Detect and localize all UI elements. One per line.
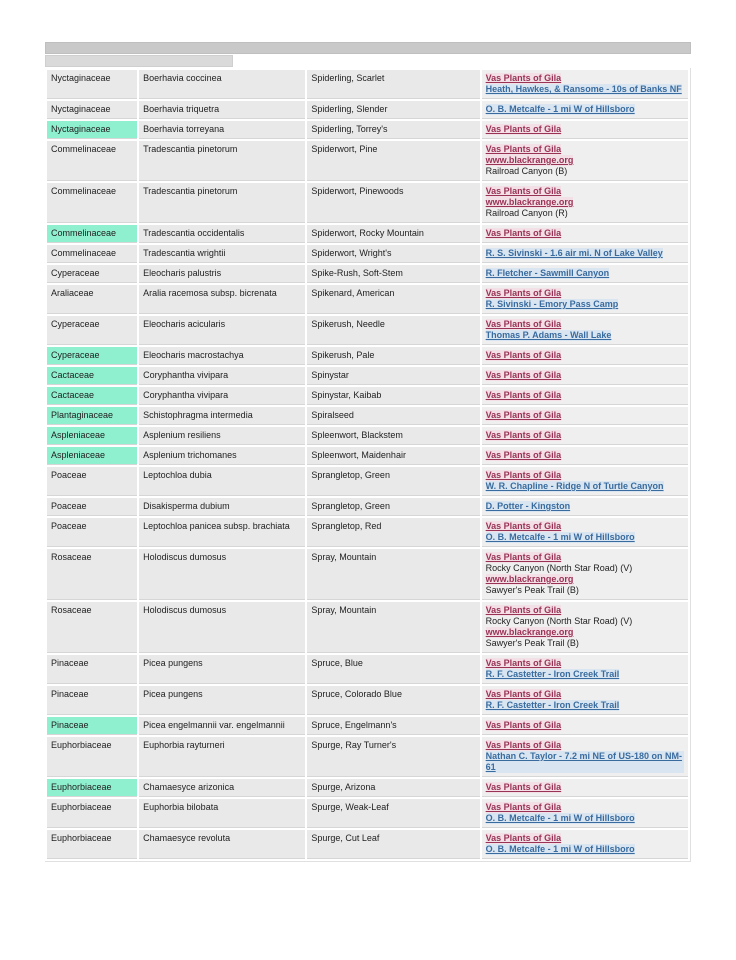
collector-record-link[interactable]: Heath, Hawkes, & Ransome - 10s of Banks NF <box>485 84 682 94</box>
family-cell: Nyctaginaceae <box>47 70 137 99</box>
blackrange-website-link[interactable]: www.blackrange.org <box>485 574 574 584</box>
common-name-cell: Sprangletop, Red <box>307 518 479 547</box>
vas-plants-of-gila-link[interactable]: Vas Plants of Gila <box>485 450 562 460</box>
links-cell <box>482 347 688 365</box>
links-cell <box>482 121 688 139</box>
common-name-cell: Sprangletop, Green <box>307 498 479 516</box>
table-row <box>47 265 688 283</box>
collector-record-link[interactable]: Thomas P. Adams - Wall Lake <box>485 330 612 340</box>
common-name-cell: Spray, Mountain <box>307 602 479 653</box>
table-header-bar <box>45 42 691 54</box>
scientific-name-cell: Tradescantia wrightii <box>139 245 305 263</box>
collector-record-link[interactable]: O. B. Metcalfe - 1 mi W of Hillsboro <box>485 813 635 823</box>
common-name-cell: Spike-Rush, Soft-Stem <box>307 265 479 283</box>
table-row <box>47 737 688 777</box>
collector-record-link[interactable]: D. Potter - Kingston <box>485 501 571 511</box>
scientific-name-cell: Coryphantha vivipara <box>139 367 305 385</box>
locality-text: Rocky Canyon (North Star Road) (V) <box>485 563 633 573</box>
table-row <box>47 686 688 715</box>
family-cell: Nyctaginaceae <box>47 101 137 119</box>
scientific-name-cell: Disakisperma dubium <box>139 498 305 516</box>
scientific-name-cell: Aralia racemosa subsp. bicrenata <box>139 285 305 314</box>
family-cell: Commelinaceae <box>47 141 137 181</box>
vas-plants-of-gila-link[interactable]: Vas Plants of Gila <box>485 350 562 360</box>
links-cell <box>482 779 688 797</box>
vas-plants-of-gila-link[interactable]: Vas Plants of Gila <box>485 288 562 298</box>
vas-plants-of-gila-link[interactable]: Vas Plants of Gila <box>485 228 562 238</box>
family-cell: Commelinaceae <box>47 225 137 243</box>
vas-plants-of-gila-link[interactable]: Vas Plants of Gila <box>485 782 562 792</box>
vas-plants-of-gila-link[interactable]: Vas Plants of Gila <box>485 720 562 730</box>
family-cell: Aspleniaceae <box>47 447 137 465</box>
scientific-name-cell: Tradescantia pinetorum <box>139 183 305 223</box>
family-cell: Cyperaceae <box>47 316 137 345</box>
vas-plants-of-gila-link[interactable]: Vas Plants of Gila <box>485 319 562 329</box>
common-name-cell: Spurge, Cut Leaf <box>307 830 479 859</box>
scientific-name-cell: Holodiscus dumosus <box>139 549 305 600</box>
table-row <box>47 602 688 653</box>
common-name-cell: Spurge, Arizona <box>307 779 479 797</box>
family-cell: Commelinaceae <box>47 183 137 223</box>
scientific-name-cell: Euphorbia rayturneri <box>139 737 305 777</box>
table-row <box>47 407 688 425</box>
page-content <box>45 42 691 862</box>
table-row <box>47 347 688 365</box>
vas-plants-of-gila-link[interactable]: Vas Plants of Gila <box>485 124 562 134</box>
links-cell <box>482 799 688 828</box>
collector-record-link[interactable]: R. F. Castetter - Iron Creek Trail <box>485 700 620 710</box>
common-name-cell: Spiderling, Scarlet <box>307 70 479 99</box>
scientific-name-cell: Boerhavia coccinea <box>139 70 305 99</box>
family-cell: Cactaceae <box>47 387 137 405</box>
scientific-name-cell: Holodiscus dumosus <box>139 602 305 653</box>
vas-plants-of-gila-link[interactable]: Vas Plants of Gila <box>485 740 562 750</box>
common-name-cell: Spikenard, American <box>307 285 479 314</box>
family-cell: Euphorbiaceae <box>47 779 137 797</box>
family-cell: Euphorbiaceae <box>47 830 137 859</box>
common-name-cell: Spikerush, Pale <box>307 347 479 365</box>
scientific-name-cell: Coryphantha vivipara <box>139 387 305 405</box>
scientific-name-cell: Tradescantia occidentalis <box>139 225 305 243</box>
family-cell: Poaceae <box>47 518 137 547</box>
links-cell <box>482 602 688 653</box>
links-cell <box>482 737 688 777</box>
scientific-name-cell: Eleocharis acicularis <box>139 316 305 345</box>
table-row <box>47 549 688 600</box>
common-name-cell: Spruce, Engelmann's <box>307 717 479 735</box>
family-cell: Rosaceae <box>47 549 137 600</box>
family-cell: Araliaceae <box>47 285 137 314</box>
vas-plants-of-gila-link[interactable]: Vas Plants of Gila <box>485 833 562 843</box>
common-name-cell: Spiderwort, Wright's <box>307 245 479 263</box>
links-cell <box>482 407 688 425</box>
common-name-cell: Spurge, Weak-Leaf <box>307 799 479 828</box>
table-row <box>47 427 688 445</box>
locality-text: Sawyer's Peak Trail (B) <box>485 585 579 595</box>
table-row <box>47 225 688 243</box>
scientific-name-cell: Euphorbia bilobata <box>139 799 305 828</box>
scientific-name-cell: Leptochloa panicea subsp. brachiata <box>139 518 305 547</box>
family-cell: Cyperaceae <box>47 347 137 365</box>
common-name-cell: Spleenwort, Maidenhair <box>307 447 479 465</box>
common-name-cell: Spiderling, Slender <box>307 101 479 119</box>
blackrange-website-link[interactable]: www.blackrange.org <box>485 627 574 637</box>
family-cell: Euphorbiaceae <box>47 799 137 828</box>
family-cell: Plantaginaceae <box>47 407 137 425</box>
table-row <box>47 779 688 797</box>
table-row <box>47 498 688 516</box>
family-cell: Pinaceae <box>47 686 137 715</box>
common-name-cell: Spiderwort, Rocky Mountain <box>307 225 479 243</box>
collector-record-link[interactable]: R. S. Sivinski - 1.6 air mi. N of Lake Valley <box>485 248 663 258</box>
table-row <box>47 141 688 181</box>
links-cell <box>482 549 688 600</box>
common-name-cell: Spiderwort, Pinewoods <box>307 183 479 223</box>
common-name-cell: Sprangletop, Green <box>307 467 479 496</box>
family-cell: Cyperaceae <box>47 265 137 283</box>
table-row <box>47 316 688 345</box>
locality-text: Railroad Canyon (B) <box>485 166 568 176</box>
locality-text: Railroad Canyon (R) <box>485 208 568 218</box>
blackrange-website-link[interactable]: www.blackrange.org <box>485 197 574 207</box>
links-cell <box>482 70 688 99</box>
common-name-cell: Spikerush, Needle <box>307 316 479 345</box>
vas-plants-of-gila-link[interactable]: Vas Plants of Gila <box>485 410 562 420</box>
common-name-cell: Spinystar, Kaibab <box>307 387 479 405</box>
plant-species-table <box>45 68 691 862</box>
family-cell: Aspleniaceae <box>47 427 137 445</box>
common-name-cell: Spleenwort, Blackstem <box>307 427 479 445</box>
vas-plants-of-gila-link[interactable]: Vas Plants of Gila <box>485 802 562 812</box>
common-name-cell: Spray, Mountain <box>307 549 479 600</box>
scientific-name-cell: Chamaesyce arizonica <box>139 779 305 797</box>
table-row <box>47 387 688 405</box>
family-cell: Commelinaceae <box>47 245 137 263</box>
vas-plants-of-gila-link[interactable]: Vas Plants of Gila <box>485 521 562 531</box>
links-cell <box>482 101 688 119</box>
links-cell <box>482 830 688 859</box>
common-name-cell: Spinystar <box>307 367 479 385</box>
family-cell: Poaceae <box>47 498 137 516</box>
table-row <box>47 467 688 496</box>
vas-plants-of-gila-link[interactable]: Vas Plants of Gila <box>485 470 562 480</box>
family-cell: Euphorbiaceae <box>47 737 137 777</box>
vas-plants-of-gila-link[interactable]: Vas Plants of Gila <box>485 605 562 615</box>
scientific-name-cell: Boerhavia triquetra <box>139 101 305 119</box>
table-subheader-bar <box>45 55 233 67</box>
table-row <box>47 799 688 828</box>
collector-record-link[interactable]: O. B. Metcalfe - 1 mi W of Hillsboro <box>485 104 635 114</box>
vas-plants-of-gila-link[interactable]: Vas Plants of Gila <box>485 73 562 83</box>
family-cell: Rosaceae <box>47 602 137 653</box>
scientific-name-cell: Picea pungens <box>139 655 305 684</box>
collector-record-link[interactable]: W. R. Chapline - Ridge N of Turtle Canyon <box>485 481 664 491</box>
links-cell <box>482 285 688 314</box>
links-cell <box>482 655 688 684</box>
collector-record-link[interactable]: R. Sivinski - Emory Pass Camp <box>485 299 619 309</box>
links-cell <box>482 245 688 263</box>
links-cell <box>482 447 688 465</box>
collector-record-link[interactable]: O. B. Metcalfe - 1 mi W of Hillsboro <box>485 844 635 854</box>
links-cell <box>482 427 688 445</box>
scientific-name-cell: Tradescantia pinetorum <box>139 141 305 181</box>
plant-table-body <box>47 70 688 859</box>
scientific-name-cell: Boerhavia torreyana <box>139 121 305 139</box>
collector-record-link[interactable]: Nathan C. Taylor - 7.2 mi NE of US-180 on NM-61 <box>485 751 683 772</box>
scientific-name-cell: Leptochloa dubia <box>139 467 305 496</box>
links-cell <box>482 316 688 345</box>
table-row <box>47 70 688 99</box>
scientific-name-cell: Picea pungens <box>139 686 305 715</box>
table-row <box>47 367 688 385</box>
scientific-name-cell: Asplenium resiliens <box>139 427 305 445</box>
family-cell: Pinaceae <box>47 717 137 735</box>
links-cell <box>482 141 688 181</box>
locality-text: Sawyer's Peak Trail (B) <box>485 638 579 648</box>
family-cell: Pinaceae <box>47 655 137 684</box>
vas-plants-of-gila-link[interactable]: Vas Plants of Gila <box>485 390 562 400</box>
common-name-cell: Spiralseed <box>307 407 479 425</box>
vas-plants-of-gila-link[interactable]: Vas Plants of Gila <box>485 552 562 562</box>
scientific-name-cell: Eleocharis macrostachya <box>139 347 305 365</box>
collector-record-link[interactable]: R. Fletcher - Sawmill Canyon <box>485 268 610 278</box>
scientific-name-cell: Asplenium trichomanes <box>139 447 305 465</box>
table-row <box>47 285 688 314</box>
locality-text: Rocky Canyon (North Star Road) (V) <box>485 616 633 626</box>
links-cell <box>482 367 688 385</box>
table-row <box>47 121 688 139</box>
common-name-cell: Spiderling, Torrey's <box>307 121 479 139</box>
links-cell <box>482 387 688 405</box>
table-row <box>47 830 688 859</box>
links-cell <box>482 467 688 496</box>
common-name-cell: Spiderwort, Pine <box>307 141 479 181</box>
links-cell <box>482 717 688 735</box>
scientific-name-cell: Eleocharis palustris <box>139 265 305 283</box>
family-cell: Poaceae <box>47 467 137 496</box>
common-name-cell: Spruce, Blue <box>307 655 479 684</box>
vas-plants-of-gila-link[interactable]: Vas Plants of Gila <box>485 144 562 154</box>
scientific-name-cell: Picea engelmannii var. engelmannii <box>139 717 305 735</box>
links-cell <box>482 183 688 223</box>
scientific-name-cell: Schistophragma intermedia <box>139 407 305 425</box>
family-cell: Nyctaginaceae <box>47 121 137 139</box>
table-row <box>47 518 688 547</box>
table-row <box>47 101 688 119</box>
vas-plants-of-gila-link[interactable]: Vas Plants of Gila <box>485 658 562 668</box>
vas-plants-of-gila-link[interactable]: Vas Plants of Gila <box>485 430 562 440</box>
links-cell <box>482 686 688 715</box>
table-row <box>47 245 688 263</box>
family-cell: Cactaceae <box>47 367 137 385</box>
table-row <box>47 655 688 684</box>
links-cell <box>482 518 688 547</box>
links-cell <box>482 265 688 283</box>
collector-record-link[interactable]: O. B. Metcalfe - 1 mi W of Hillsboro <box>485 532 635 542</box>
table-row <box>47 183 688 223</box>
table-row <box>47 447 688 465</box>
links-cell <box>482 225 688 243</box>
vas-plants-of-gila-link[interactable]: Vas Plants of Gila <box>485 370 562 380</box>
scientific-name-cell: Chamaesyce revoluta <box>139 830 305 859</box>
table-row <box>47 717 688 735</box>
collector-record-link[interactable]: R. F. Castetter - Iron Creek Trail <box>485 669 620 679</box>
common-name-cell: Spurge, Ray Turner's <box>307 737 479 777</box>
vas-plants-of-gila-link[interactable]: Vas Plants of Gila <box>485 186 562 196</box>
common-name-cell: Spruce, Colorado Blue <box>307 686 479 715</box>
blackrange-website-link[interactable]: www.blackrange.org <box>485 155 574 165</box>
vas-plants-of-gila-link[interactable]: Vas Plants of Gila <box>485 689 562 699</box>
links-cell <box>482 498 688 516</box>
